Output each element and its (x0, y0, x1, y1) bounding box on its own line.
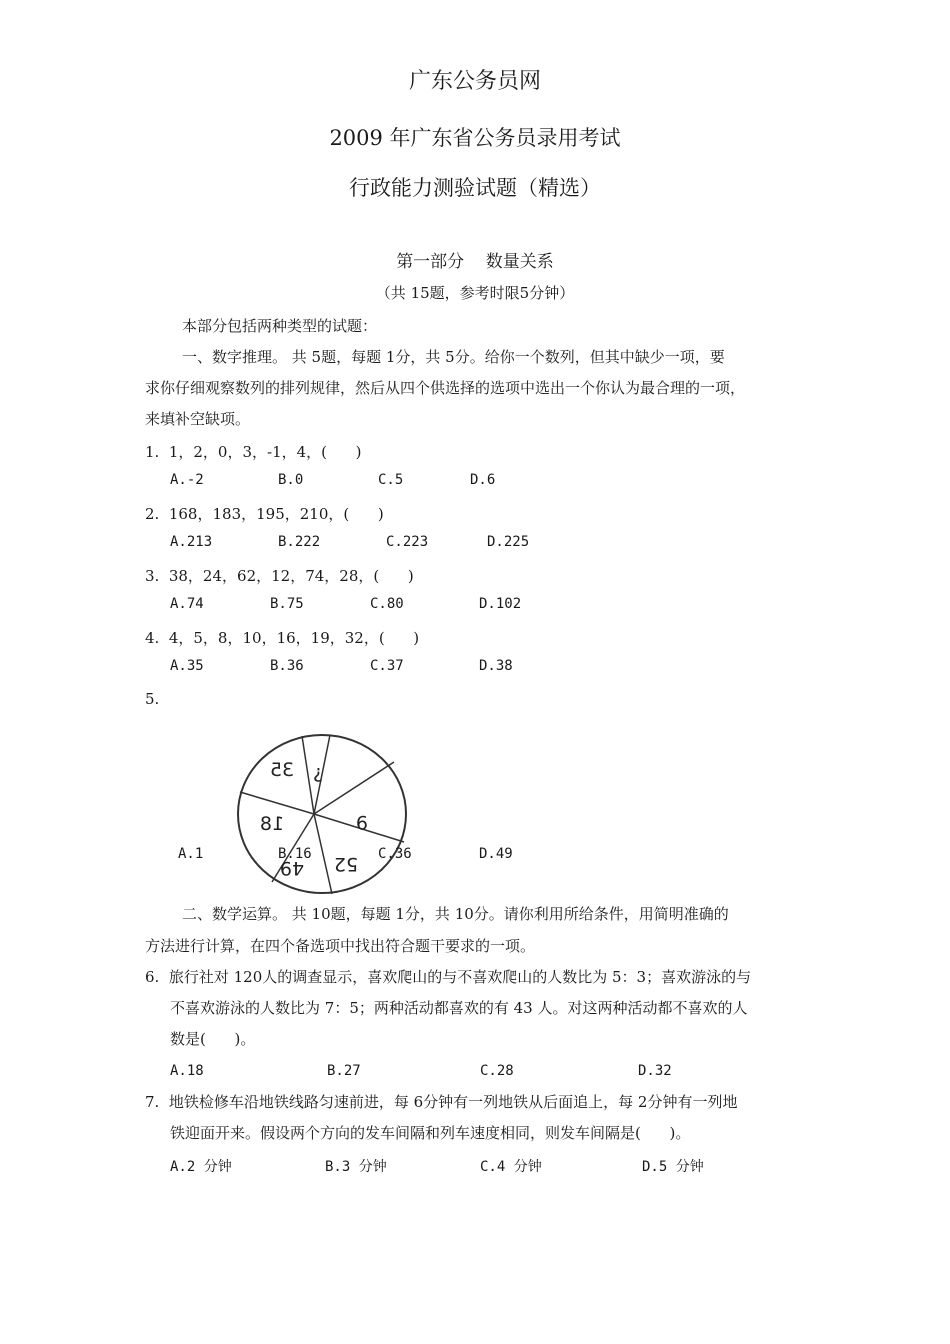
q1-option-b: B.0 (278, 472, 304, 488)
q2-option-d: D.225 (487, 534, 530, 550)
question-6-line2: 不喜欢游泳的人数比为 7：5；两种活动都喜欢的有 43 人。对这两种活动都不喜欢的人 (170, 999, 748, 1017)
section2-line2: 方法进行计算，在四个备选项中找出符合题干要求的一项。 (145, 937, 536, 955)
segment-label: 52 (333, 853, 359, 875)
divider-line (302, 736, 314, 814)
question-2-stem: 2. 168，183，195，210，( ) (145, 505, 384, 523)
q7-option-d: D.5 分钟 (642, 1159, 704, 1175)
q4-option-b: B.36 (270, 658, 304, 674)
question-7-line1: 7. 地铁检修车沿地铁线路匀速前进，每 6分钟有一列地铁从后面追上，每 2分钟有一列地 (145, 1093, 738, 1111)
q1-option-a: A.-2 (170, 472, 204, 488)
q7-option-a: A.2 分钟 (170, 1159, 232, 1175)
question-3-stem: 3. 38，24，62，12，74，28，( ) (145, 567, 414, 585)
question-1-stem: 1. 1，2，0，3，-1，4，( ) (145, 443, 362, 461)
q3-option-d: D.102 (479, 596, 522, 612)
q4-option-a: A.35 (170, 658, 204, 674)
question-7-line2: 铁迎面开来。假设两个方向的发车间隔和列车速度相同，则发车间隔是( )。 (170, 1124, 691, 1142)
segment-label: 49 (279, 857, 305, 879)
section2-line1: 二、数学运算。 共 10题，每题 1分，共 10分。请你利用所给条件，用简明准确的 (182, 905, 729, 923)
site-title: 广东公务员网 (408, 69, 541, 94)
exam-title-line2: 行政能力测验试题（精选） (349, 176, 601, 200)
q5-option-c: C.36 (378, 846, 412, 862)
q7-option-b: B.3 分钟 (325, 1159, 387, 1175)
q5-option-b: B.16 (278, 846, 312, 862)
q5-option-a: A.1 (178, 846, 204, 862)
q1-option-c: C.5 (378, 472, 404, 488)
divider-line (240, 792, 314, 814)
segment-label: 9 (355, 811, 369, 833)
q1-option-d: D.6 (470, 472, 496, 488)
q4-option-d: D.38 (479, 658, 513, 674)
section1-line2: 求你仔细观察数列的排列规律，然后从四个供选择的选项中选出一个你认为最合理的一项， (145, 379, 746, 397)
q6-option-b: B.27 (327, 1063, 361, 1079)
q2-option-c: C.223 (386, 534, 429, 550)
question-5-stem: 5. (145, 690, 160, 708)
q2-option-b: B.222 (278, 534, 321, 550)
divider-line (314, 762, 394, 814)
q3-option-b: B.75 (270, 596, 304, 612)
exam-title-line1: 2009 年广东省公务员录用考试 (329, 126, 621, 150)
q6-option-d: D.32 (638, 1063, 672, 1079)
q7-option-c: C.4 分钟 (480, 1159, 542, 1175)
question-5-circle-figure (234, 732, 410, 898)
q6-option-a: A.18 (170, 1063, 204, 1079)
intro-text: 本部分包括两种类型的试题： (182, 317, 378, 335)
segment-label: 35 (269, 759, 295, 781)
q5-option-d: D.49 (479, 846, 513, 862)
q3-option-a: A.74 (170, 596, 204, 612)
question-6-line3: 数是( )。 (170, 1030, 256, 1048)
segment-label: ? (312, 763, 324, 785)
divider-line (314, 814, 332, 894)
q3-option-c: C.80 (370, 596, 404, 612)
part-subheading: （共 15题，参考时限5分钟） (375, 284, 575, 302)
segment-label: 18 (259, 813, 285, 835)
section1-line3: 来填补空缺项。 (145, 410, 251, 428)
question-4-stem: 4. 4，5，8，10，16，19，32，( ) (145, 629, 420, 647)
question-6-line1: 6. 旅行社对 120人的调查显示，喜欢爬山的与不喜欢爬山的人数比为 5：3；喜欢游泳的与 (145, 968, 752, 986)
part-heading: 第一部分 数量关系 (396, 252, 554, 272)
q2-option-a: A.213 (170, 534, 213, 550)
section1-line1: 一、数字推理。 共 5题，每题 1分，共 5分。给你一个数列，但其中缺少一项，要 (182, 348, 725, 366)
q4-option-c: C.37 (370, 658, 404, 674)
q6-option-c: C.28 (480, 1063, 514, 1079)
